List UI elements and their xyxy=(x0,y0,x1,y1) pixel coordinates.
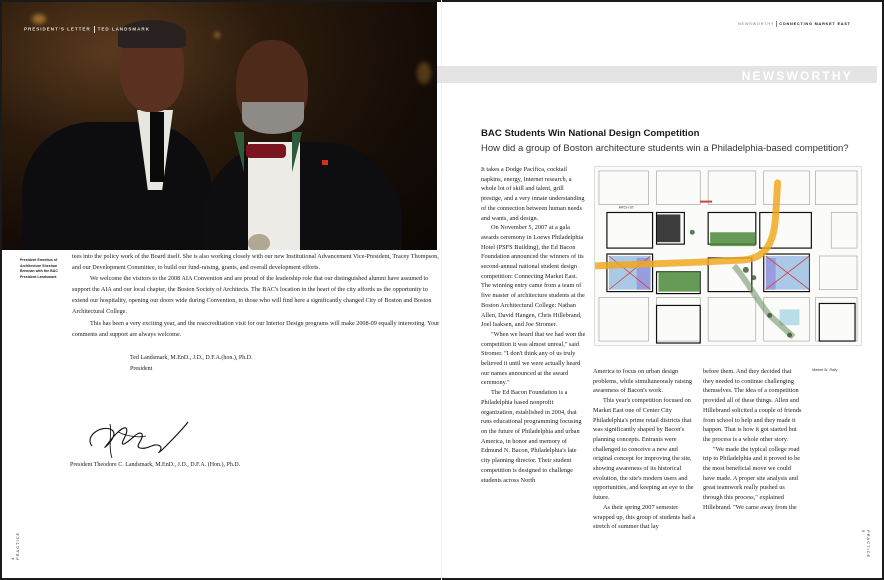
image-caption: Market St. Rally xyxy=(812,368,838,372)
background-light xyxy=(214,32,220,38)
article-paragraph: It takes a Dodge Pacifica, cocktail napkins, energy, Internet research, a whole lot of skill and talent, grill prestige, and a very innate understanding of the connection between human needs and wants, and design. xyxy=(481,166,585,222)
section-banner xyxy=(437,66,877,83)
article-paragraph: This year's competition focused on Market East one of Center City Philadelphia's prime retail districts that was significantly shaped by Bacon's planning concepts. Entrants were challenged to conceive a new and original concept for improving the site, showing awareness of its historical evolution, the site's modern users and opportunities, and keeping an eye to the future. xyxy=(593,397,694,502)
person-left-jacket xyxy=(22,122,212,250)
person-right-jacket xyxy=(202,142,402,250)
running-head-section: NEWSWORTHY xyxy=(738,22,775,26)
running-head-right xyxy=(738,21,851,27)
article-paragraph: "When we heard that we had won the competition it was almost unreal," said Stromer. "I don't think any of us truly believed it until we were actually heard our names announced at the award ceremony." xyxy=(481,330,586,387)
article-paragraph: "We made the typical college road trip to Philadelphia and it proved to be the most beneficial move we could have made. A proper site analysis and great teamwork really pushed us through this process," explained Hillebrand. "We came away from the xyxy=(703,445,801,511)
letter-paragraph: This has been a very exciting year, and the reaccreditation visit for our Interior Design programs will make 2008-09 equally interesting. Your comments and support are always welcome. xyxy=(72,319,440,338)
banner-title: NEWSWORTHY xyxy=(741,69,853,83)
person-right-beard xyxy=(242,102,304,134)
letter-signoff xyxy=(130,353,253,375)
article-paragraph: America to focus on urban design problems, while simultaneously raising awareness of Bacon's work. xyxy=(593,368,692,395)
running-head-separator xyxy=(776,21,777,27)
president-photo xyxy=(2,2,437,250)
bow-tie xyxy=(246,144,286,158)
article-paragraph: As their spring 2007 semester wrapped up, this group of students had a stretch of summer that lay xyxy=(593,503,696,531)
article-headline: BAC Students Win National Design Competition xyxy=(481,128,700,139)
article-paragraph: On November 5, 2007 at a gala awards ceremony in Loews Philadelphia Hotel (PSFS Building), the Ed Bacon Foundation announced the winners of its second-annual national student design competition: Connecting Market East. The winning entry came from a team of five master of architecture students at the Boston Architectural College: Nathan Allen, David Hangen, Chris Hillebrand, Joel Isaksen, and Joe Stromer. xyxy=(481,224,585,329)
person-left-hair xyxy=(118,20,186,48)
folio-right: PRACTICE 5 xyxy=(861,530,871,559)
running-head-separator xyxy=(94,26,95,33)
letter-paragraph: tees into the policy work of the Board itself. She is also working closely with our new Institutional Advancement Vice-President, Tracey Thompson, and our Development Committee, to build our fund-raising, grants, and overall development efforts. xyxy=(72,253,439,272)
street-label: ARCH ST xyxy=(618,205,635,210)
site-plan-drawing xyxy=(594,166,862,346)
person-left-tie xyxy=(150,112,164,182)
site-plan-sketch-icon xyxy=(595,167,861,345)
president-letter-body xyxy=(72,251,442,340)
background-window xyxy=(417,62,431,84)
article-subhead: How did a group of Boston architecture students win a Philadelphia-based competition? xyxy=(481,143,849,154)
running-head-story: CONNECTING MARKET EAST xyxy=(779,22,851,26)
article-column-2 xyxy=(593,367,698,532)
folio-left: 4 PRACTICE xyxy=(10,531,20,560)
running-head-left xyxy=(24,26,150,33)
running-head-author: TED LANDSMARK xyxy=(97,26,150,32)
signoff-title: President xyxy=(130,366,153,372)
lapel-pin xyxy=(322,160,328,165)
photo-caption: President Emeritus of Architecture Sheehan Brennan with the BAC President Landsmark xyxy=(20,258,58,279)
signature-icon xyxy=(82,416,192,460)
running-head-section: PRESIDENT'S LETTER xyxy=(24,26,91,32)
article-column-3 xyxy=(703,367,803,513)
background-light xyxy=(32,14,46,24)
letter-paragraph: We welcome the visitors to the 2008 AIA Convention and are proud of the leadership role that our distinguished alumni have assumed to support the AIA and our local chapter, the Boston Society of Architects. The BAC's location in the heart of the city affords us the opportunity to extend our hospitality, opening our doors wide during Convention, to those who will find here a significantly changed City of Boston and Boston Architectural College. xyxy=(72,275,432,316)
signature-name-line: President Theodore C. Landsmark, M.EnD., J.D., D.F.A. (Hon.), Ph.D. xyxy=(70,462,241,468)
article-paragraph: The Ed Bacon Foundation is a Philadelphia based nonprofit organization, established in 2004, that runs educational programming focusing on the future of Philadelphia and urban America, in honor and memory of Edmund N. Bacon, Philadelphia's late city planning director. Their student competition is designed to challenge students across North xyxy=(481,389,582,484)
signoff-name: Ted Landsmark, M.EnD., J.D., D.F.A.(hon.), Ph.D. xyxy=(130,355,253,361)
article-column-1 xyxy=(481,165,586,485)
article-paragraph: before them. And they decided that they needed to continue challenging themselves. The idea of a competition provided all of these things. Allen and Hillebrand solicited a couple of friends from school to help and they made it happen. That is how it got started but the process is a whole other story. xyxy=(703,368,802,443)
medal xyxy=(248,234,270,250)
